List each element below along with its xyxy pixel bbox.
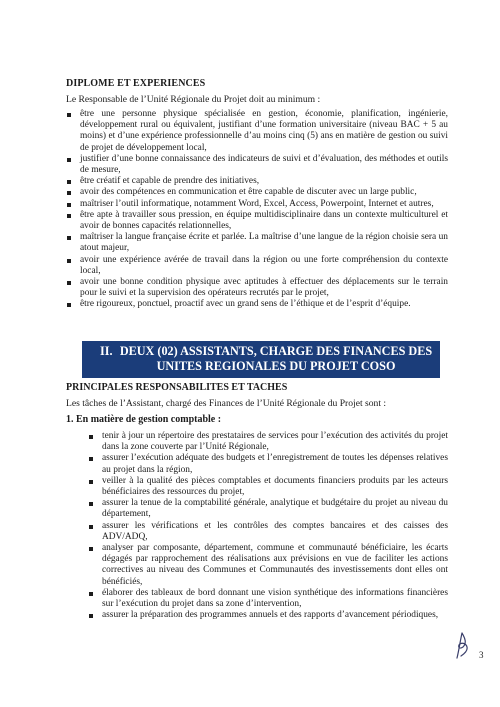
section-banner xyxy=(82,341,440,378)
list-item: maîtriser l’outil informatique, notamment Word, Excel, Access, Powerpoint, Internet et autres, xyxy=(66,199,448,210)
list-item: être une personne physique spécialisée en gestion, économie, planification, ingénierie, développement rural ou équivalent, justifiant d’une formation universitaire (niveau BAC + 5 au moins) et d’une expérience professionnelle d’au moins cinq (5) ans en matière de gestion ou suivi de projet de développement local, xyxy=(66,109,448,154)
qualifications-list xyxy=(66,109,448,311)
responsibilities-heading: PRINCIPALES RESPONSABILITES ET TACHES xyxy=(66,382,288,393)
list-item: avoir une bonne condition physique avec aptitudes à effectuer des déplacements sur le terrain pour le suivi et la supervision des opérateurs recrutés par le projet, xyxy=(66,277,448,299)
initials-signature xyxy=(452,630,470,660)
list-item: tenir à jour un répertoire des prestataires de services pour l’exécution des activités du projet dans la zone couverte par l’Unité Régionale, xyxy=(88,431,448,453)
list-item: assurer les vérifications et les contrôles des comptes bancaires et des caisses des ADV/ADQ, xyxy=(88,521,448,543)
list-item: élaborer des tableaux de bord donnant une vision synthétique des informations financières sur l’exécution du projet dans sa zone d’intervention, xyxy=(88,588,448,610)
banner-number: II. xyxy=(100,344,113,358)
section-intro: Le Responsable de l’Unité Régionale du Projet doit au minimum : xyxy=(66,94,321,105)
page-number: 3 xyxy=(479,650,484,660)
list-item: être créatif et capable de prendre des initiatives, xyxy=(66,176,448,187)
list-item: veiller à la qualité des pièces comptables et documents financiers produits par les acteurs bénéficiaires des ressources du projet, xyxy=(88,476,448,498)
banner-title: DEUX (02) ASSISTANTS, CHARGE DES FINANCES DES UNITES REGIONALES DU PROJET COSO xyxy=(119,344,433,373)
list-item: assurer la préparation des programmes annuels et des rapports d’avancement périodiques, xyxy=(88,610,448,621)
list-item: analyser par composante, département, commune et communauté bénéficiaire, les écarts dégagés par rapprochement des réalisations aux prévisions en vue de faciliter les actions correctives au niveau des Communes et Communautés des investissements dont elles ont bénéficiés, xyxy=(88,543,448,588)
list-item: assurer la tenue de la comptabilité générale, analytique et budgétaire du projet au niveau du département, xyxy=(88,498,448,520)
list-item: avoir des compétences en communication et être capable de discuter avec un large public, xyxy=(66,187,448,198)
tasks-list xyxy=(88,431,448,621)
list-item: assurer l’exécution adéquate des budgets et l’enregistrement de toutes les dépenses relatives au projet dans la région, xyxy=(88,453,448,475)
responsibilities-intro: Les tâches de l’Assistant, chargé des Finances de l’Unité Régionale du Projet sont : xyxy=(66,398,387,409)
list-item: maîtriser la langue française écrite et parlée. La maîtrise d’une langue de la région choisie sera un atout majeur, xyxy=(66,232,448,254)
section-heading: DIPLOME ET EXPERIENCES xyxy=(66,78,206,89)
list-item: être apte à travailler sous pression, en équipe multidisciplinaire dans un contexte multiculturel et avoir de bonnes capacités relationnelles, xyxy=(66,210,448,232)
list-item: justifier d’une bonne connaissance des indicateurs de suivi et d’évaluation, des méthodes et outils de mesure, xyxy=(66,154,448,176)
list-item: être rigoureux, ponctuel, proactif avec un grand sens de l’éthique et de l’esprit d’équipe. xyxy=(66,299,448,310)
responsibilities-subheading: 1. En matière de gestion comptable : xyxy=(66,414,222,425)
list-item: avoir une expérience avérée de travail dans la région ou une forte compréhension du contexte local, xyxy=(66,255,448,277)
